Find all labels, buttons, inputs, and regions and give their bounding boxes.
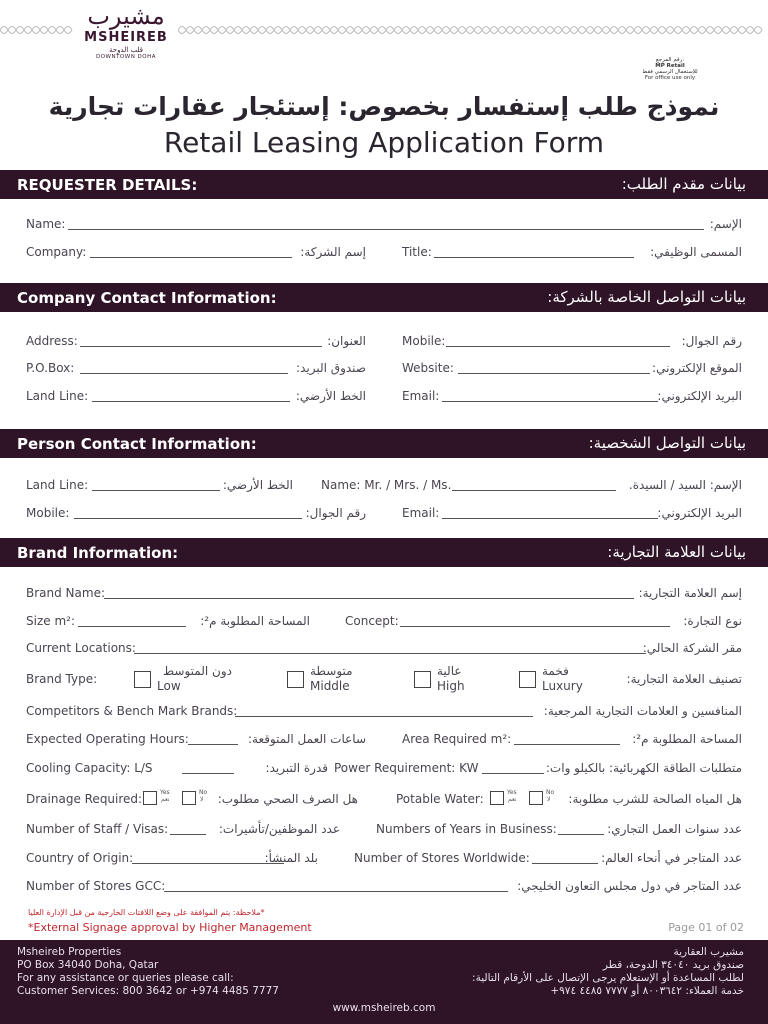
size-field[interactable] [78, 626, 186, 627]
email-label-en: Email: [402, 389, 440, 403]
person-name-label-ar: الإسم: السيد / السيدة. [628, 478, 742, 492]
brand-type-high-ar: عالية [437, 664, 462, 678]
footer-website-link[interactable]: www.msheireb.com [332, 1002, 436, 1014]
person-mobile-field[interactable] [74, 518, 302, 519]
brand-type-middle-ar: متوسطة [310, 664, 353, 678]
brand-type-low-en: Low [157, 679, 181, 693]
pobox-label-en: P.O.Box: [26, 361, 75, 375]
footer-phone-en: Customer Services: 800 3642 or +974 4485 7777 [17, 985, 279, 997]
stores-worldwide-field[interactable] [532, 863, 598, 864]
title-label-ar: المسمى الوظيفي: [650, 245, 742, 259]
pobox-label-ar: صندوق البريد: [296, 361, 366, 375]
company-label-ar: إسم الشركة: [300, 245, 366, 259]
size-label-ar: المساحة المطلوبة م²: [200, 614, 310, 628]
stores-worldwide-label-en: Number of Stores Worldwide: [354, 851, 530, 865]
drainage-yes-checkbox[interactable] [143, 791, 157, 805]
person-mobile-label-ar: رقم الجوال: [305, 506, 366, 520]
signage-note-english: *External Signage approval by Higher Management [28, 921, 312, 934]
logo-arabic: مشيرب [87, 2, 165, 30]
mobile-label-ar: رقم الجوال: [681, 334, 742, 348]
hours-label-en: Expected Operating Hours: [26, 732, 189, 746]
section-title-en: Person Contact Information: [17, 435, 257, 453]
competitors-label-ar: المنافسين و العلامات التجارية المرجعية: [543, 704, 742, 718]
years-label-ar: عدد سنوات العمل التجاري: [607, 822, 742, 836]
signage-note-arabic: *ملاحظة: يتم الموافقة على وضع اللافتات الخارجية من قبل الإدارة العليا [28, 908, 265, 917]
locations-label-en: Current Locations: [26, 641, 136, 655]
brand-type-luxury-ar: فخمة [542, 664, 569, 678]
origin-field[interactable] [132, 863, 284, 864]
name-label-ar: الإسم: [709, 217, 742, 231]
footer-phone-ar: خدمة العملاء: ٨٠٠٣٦٤٢ أو ٧٧٧٧ ٤٤٨٥ ٩٧٤+ [550, 985, 744, 997]
brand-type-luxury-en: Luxury [542, 679, 583, 693]
footer-assist-ar: لطلب المساعدة أو الإستعلام يرجى الإتصال على الأرقام التالية: [472, 972, 744, 984]
stores-gcc-label-en: Number of Stores GCC: [26, 879, 166, 893]
cooling-label-ar: قدرة التبريد: [265, 761, 328, 775]
locations-field[interactable] [134, 653, 646, 654]
cooling-field[interactable] [182, 773, 234, 774]
size-label-en: Size m²: [26, 614, 75, 628]
email-field[interactable] [442, 401, 658, 402]
website-label-ar: الموقع الإلكتروني: [652, 361, 742, 375]
form-title-english: Retail Leasing Application Form [163, 126, 605, 159]
address-label-en: Address: [26, 334, 78, 348]
brand-type-high-en: High [437, 679, 465, 693]
brand-name-field[interactable] [104, 598, 634, 599]
area-label-ar: المساحة المطلوبة م²: [632, 732, 742, 746]
logo-subtitle-arabic: قلب الدوحة [109, 46, 143, 54]
landline-label-ar: الخط الأرضي: [295, 389, 366, 403]
footer-company-en: Msheireb Properties [17, 946, 122, 958]
title-field[interactable] [434, 257, 634, 258]
person-mobile-label-en: Mobile: [26, 506, 70, 520]
section-title-ar: بيانات التواصل الخاصة بالشركة: [547, 288, 746, 306]
address-field[interactable] [80, 346, 322, 347]
header-pattern-right [178, 23, 768, 37]
origin-label-en: Country of Origin: [26, 851, 134, 865]
footer [0, 940, 768, 1024]
person-landline-label-en: Land Line: [26, 478, 89, 492]
drainage-label-ar: هل الصرف الصحي مطلوب: [217, 792, 358, 806]
staff-field[interactable] [170, 834, 206, 835]
potable-no-ar: لا [547, 796, 551, 803]
origin-label-ar: بلد المنشأ: [264, 851, 318, 865]
brand-type-low-ar: دون المتوسط [163, 664, 232, 678]
stores-gcc-label-ar: عدد المتاجر في دول مجلس التعاون الخليجي: [517, 879, 742, 893]
brand-type-high-checkbox[interactable] [414, 671, 431, 688]
staff-label-en: Number of Staff / Visas: [26, 822, 169, 836]
drainage-label-en: Drainage Required: [26, 792, 143, 806]
brand-type-label-ar: تصنيف العلامة التجارية: [626, 672, 742, 686]
drainage-no-checkbox[interactable] [182, 791, 196, 805]
landline-label-en: Land Line: [26, 389, 89, 403]
hours-field[interactable] [188, 744, 238, 745]
potable-yes-checkbox[interactable] [490, 791, 504, 805]
section-title-ar: بيانات التواصل الشخصية: [588, 434, 746, 452]
section-title-en: Company Contact Information: [17, 289, 277, 307]
name-label-en: Name: [26, 217, 66, 231]
section-title-ar: بيانات العلامة التجارية: [607, 543, 746, 561]
footer-address-en: PO Box 34040 Doha, Qatar [17, 959, 159, 971]
years-field[interactable] [558, 834, 604, 835]
section-company-contact [0, 283, 768, 312]
office-ref-code: MP Retail [655, 63, 685, 69]
person-name-field[interactable] [452, 490, 616, 491]
section-brand [0, 538, 768, 567]
company-label-en: Company: [26, 245, 87, 259]
mobile-field[interactable] [446, 346, 670, 347]
locations-label-ar: مقر الشركة الحالي: [642, 641, 742, 655]
power-label-en: Power Requirement: KW [334, 761, 479, 775]
section-requester [0, 170, 768, 199]
drainage-yes-en: Yes [160, 789, 170, 796]
area-label-en: Area Required m²: [402, 732, 512, 746]
potable-label-en: Potable Water: [396, 792, 484, 806]
logo-english: MSHEIREB [84, 30, 168, 45]
drainage-no-ar: لا [200, 796, 204, 803]
header-pattern-left [0, 23, 74, 37]
form-title-arabic: نموذج طلب إستفسار بخصوص: إستئجار عقارات تجارية [48, 92, 720, 121]
person-email-label-ar: البريد الإلكتروني: [657, 506, 742, 520]
name-field[interactable] [68, 229, 704, 230]
potable-yes-en: Yes [507, 789, 517, 796]
person-email-field[interactable] [442, 518, 658, 519]
person-landline-label-ar: الخط الأرضي: [222, 478, 293, 492]
address-label-ar: العنوان: [327, 334, 366, 348]
potable-no-en: No [546, 789, 555, 796]
cooling-label-en: Cooling Capacity: L/S [26, 761, 153, 775]
page-number: Page 01 of 02 [668, 921, 744, 934]
logo-subtitle-english: DOWNTOWN DOHA [95, 54, 157, 60]
pobox-field[interactable] [80, 373, 288, 374]
office-use-english: For office use only [644, 75, 696, 81]
concept-field[interactable] [400, 626, 670, 627]
brand-type-middle-en: Middle [310, 679, 350, 693]
area-field[interactable] [514, 744, 620, 745]
potable-label-ar: هل المياه الصالحة للشرب مطلوبة: [568, 792, 742, 806]
footer-company-ar: مشيرب العقارية [673, 946, 744, 958]
footer-assist-en: For any assistance or queries please call: [17, 972, 234, 984]
concept-label-ar: نوع التجارة: [683, 614, 742, 628]
footer-address-ar: صندوق بريد ٣٤٠٤٠ الدوحة، قطر [602, 959, 744, 971]
landline-field[interactable] [92, 401, 290, 402]
company-field[interactable] [90, 257, 292, 258]
person-name-label-en: Name: Mr. / Mrs. / Ms. [321, 478, 452, 492]
concept-label-en: Concept: [345, 614, 399, 628]
potable-no-checkbox[interactable] [529, 791, 543, 805]
brand-type-luxury-checkbox[interactable] [519, 671, 536, 688]
person-landline-field[interactable] [92, 490, 220, 491]
competitors-label-en: Competitors & Bench Mark Brands: [26, 704, 238, 718]
section-title-en: Brand Information: [17, 544, 179, 562]
office-ref-arabic: رقم المرجع: [655, 57, 685, 63]
potable-yes-ar: نعم [508, 796, 517, 803]
website-field[interactable] [458, 373, 650, 374]
stores-worldwide-label-ar: عدد المتاجر في أنحاء العالم: [601, 851, 742, 865]
section-title-ar: بيانات مقدم الطلب: [621, 175, 746, 193]
brand-type-low-checkbox[interactable] [134, 671, 151, 688]
brand-name-label-en: Brand Name: [26, 586, 106, 600]
hours-label-ar: ساعات العمل المتوقعة: [247, 732, 366, 746]
title-label-en: Title: [402, 245, 432, 259]
power-label-ar: متطلبات الطاقة الكهربائية: بالكيلو وات: [545, 761, 742, 775]
mobile-label-en: Mobile: [402, 334, 446, 348]
staff-label-ar: عدد الموظفين/تأشيرات: [218, 822, 340, 836]
competitors-field[interactable] [235, 716, 533, 717]
years-label-en: Numbers of Years in Business: [376, 822, 557, 836]
website-label-en: Website: [402, 361, 454, 375]
section-person-contact [0, 429, 768, 458]
stores-gcc-field[interactable] [164, 891, 508, 892]
brand-type-label-en: Brand Type: [26, 672, 98, 686]
person-email-label-en: Email: [402, 506, 440, 520]
section-title-en: REQUESTER DETAILS: [17, 176, 198, 194]
email-label-ar: البريد الإلكتروني: [657, 389, 742, 403]
drainage-yes-ar: نعم [161, 796, 170, 803]
power-field[interactable] [482, 773, 544, 774]
office-use-arabic: للإستعمال الرسمي فقط [642, 69, 698, 75]
drainage-no-en: No [199, 789, 208, 796]
brand-name-label-ar: إسم العلامة التجارية: [638, 586, 742, 600]
brand-type-middle-checkbox[interactable] [287, 671, 304, 688]
